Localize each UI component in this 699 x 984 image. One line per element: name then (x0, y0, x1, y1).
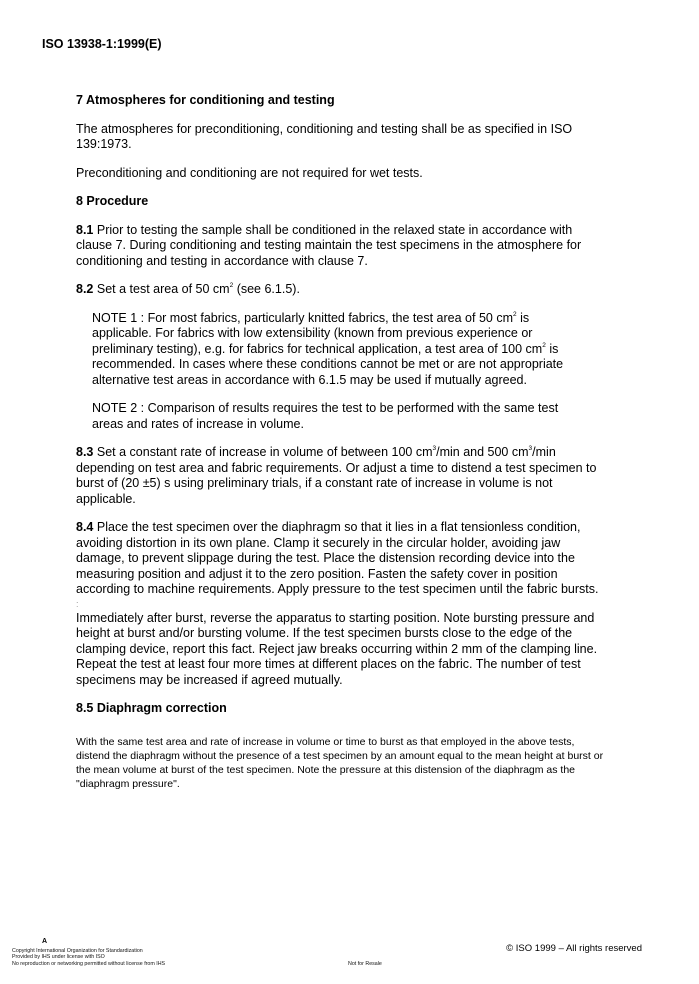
license-line: Provided by IHS under license with ISO (12, 954, 105, 961)
license-line: No reproduction or networking permitted without license from IHS (12, 960, 166, 967)
superscript: 2 (229, 282, 234, 289)
note-2: NOTE 2 : Comparison of results requires the test to be performed with the same test areas and rates of increase in volume. (92, 401, 559, 431)
clause-text: Set a test area of 50 cm (96, 282, 230, 296)
superscript: 2 (512, 310, 517, 318)
superscript: 3 (432, 445, 437, 452)
clause-text: Place the test specimen over the diaphragm so that it lies in a flat tensionless condition, avoiding distortion in its own plane. Clamp it securely in the circular holder, avoiding jaw damage, to prevent slippage during the test. Place the distension recording device into the measuring position and adjust it to the zero position. Fasten the safety cover in position according to machine requirements. Apply pressure to the test specimen until the fabric bursts. (76, 520, 599, 596)
ihs-logo-mark: A (42, 938, 48, 945)
clause-8-3 (76, 445, 606, 507)
clause-text: /min depending on test area and fabric requirements. Or adjust a time to distend a test specimen to burst of (20 ±5) s using preliminary trials, if a constant rate of increase in volume is not applicable. (76, 445, 597, 506)
clause-number: 8.4 (76, 520, 94, 534)
license-line: Copyright International Organization for Standardization (12, 948, 143, 954)
section-7-paragraph-2: Preconditioning and conditioning are not required for wet tests. (76, 165, 423, 180)
clause-text: Prior to testing the sample shall be conditioned in the relaxed state in accordance with clause 7. During conditioning and testing maintain the test specimens in the atmosphere for conditioning and testing in accordance with clause 7. (76, 222, 582, 268)
clause-text: Set a constant rate of increase in volume of between 100 cm (96, 445, 433, 459)
clause-number: 8.1 (76, 222, 94, 237)
section-7-heading: 7 Atmospheres for conditioning and testing (76, 93, 335, 107)
superscript: 3 (528, 445, 533, 452)
note-text: NOTE 1 : For most fabrics, particularly knitted fabrics, the test area of 50 cm (92, 310, 513, 325)
section-8-heading: 8 Procedure (76, 194, 149, 208)
clause-number: 8.3 (76, 445, 94, 459)
clause-text: /min and 500 cm (436, 445, 529, 459)
superscript: 2 (542, 341, 546, 349)
clause-text: (see 6.1.5). (233, 282, 300, 296)
license-notice (12, 948, 165, 967)
note-1 (92, 311, 592, 389)
note-text: is applicable. For fabrics with low extensibility (known from previous experience or preliminary testing), e.g. for fabrics for technical application, a test area of 100 cm (92, 310, 543, 356)
clause-8-5-text: With the same test area and rate of increase in volume or time to burst as that employed in the above tests, distend the diaphragm without the presence of a test specimen by an amount equal to the mean height at burst or the mean volume at burst of the test specimen. Note the pressure at this distension of the diaphragm as the "diaphragm pressure". (76, 735, 604, 790)
copyright-notice: © ISO 1999 – All rights reserved (506, 943, 642, 954)
separator-mark: : (76, 598, 79, 609)
page-content (76, 93, 606, 804)
not-for-resale: Not for Resale (348, 961, 382, 967)
section-7-paragraph-1: The atmospheres for preconditioning, conditioning and testing shall be as specified in ISO 139:1973. (76, 121, 573, 151)
document-id: ISO 13938-1:1999(E) (42, 37, 162, 51)
clause-8-5-heading: 8.5 Diaphragm correction (76, 701, 227, 715)
clause-8-4 (76, 520, 606, 598)
clause-number: 8.2 (76, 282, 94, 296)
note-text: is recommended. In cases where these conditions cannot be met or are not appropriate alternative test areas in accordance with 6.1.5 may be used if mutually agreed. (92, 341, 564, 387)
clause-8-4-continued: Immediately after burst, reverse the apparatus to starting position. Note bursting pressure and height at burst and/or bursting volume. If the test specimen bursts close to the edge of the clamping device, report this fact. Reject jaw breaks occurring within 2 mm of the clamping line. Repeat the test at least four more times at different places on the fabric. The number of test specimens may be increased if agreed mutually. (76, 610, 598, 687)
clause-8-1 (76, 223, 606, 270)
clause-8-2 (76, 282, 606, 298)
